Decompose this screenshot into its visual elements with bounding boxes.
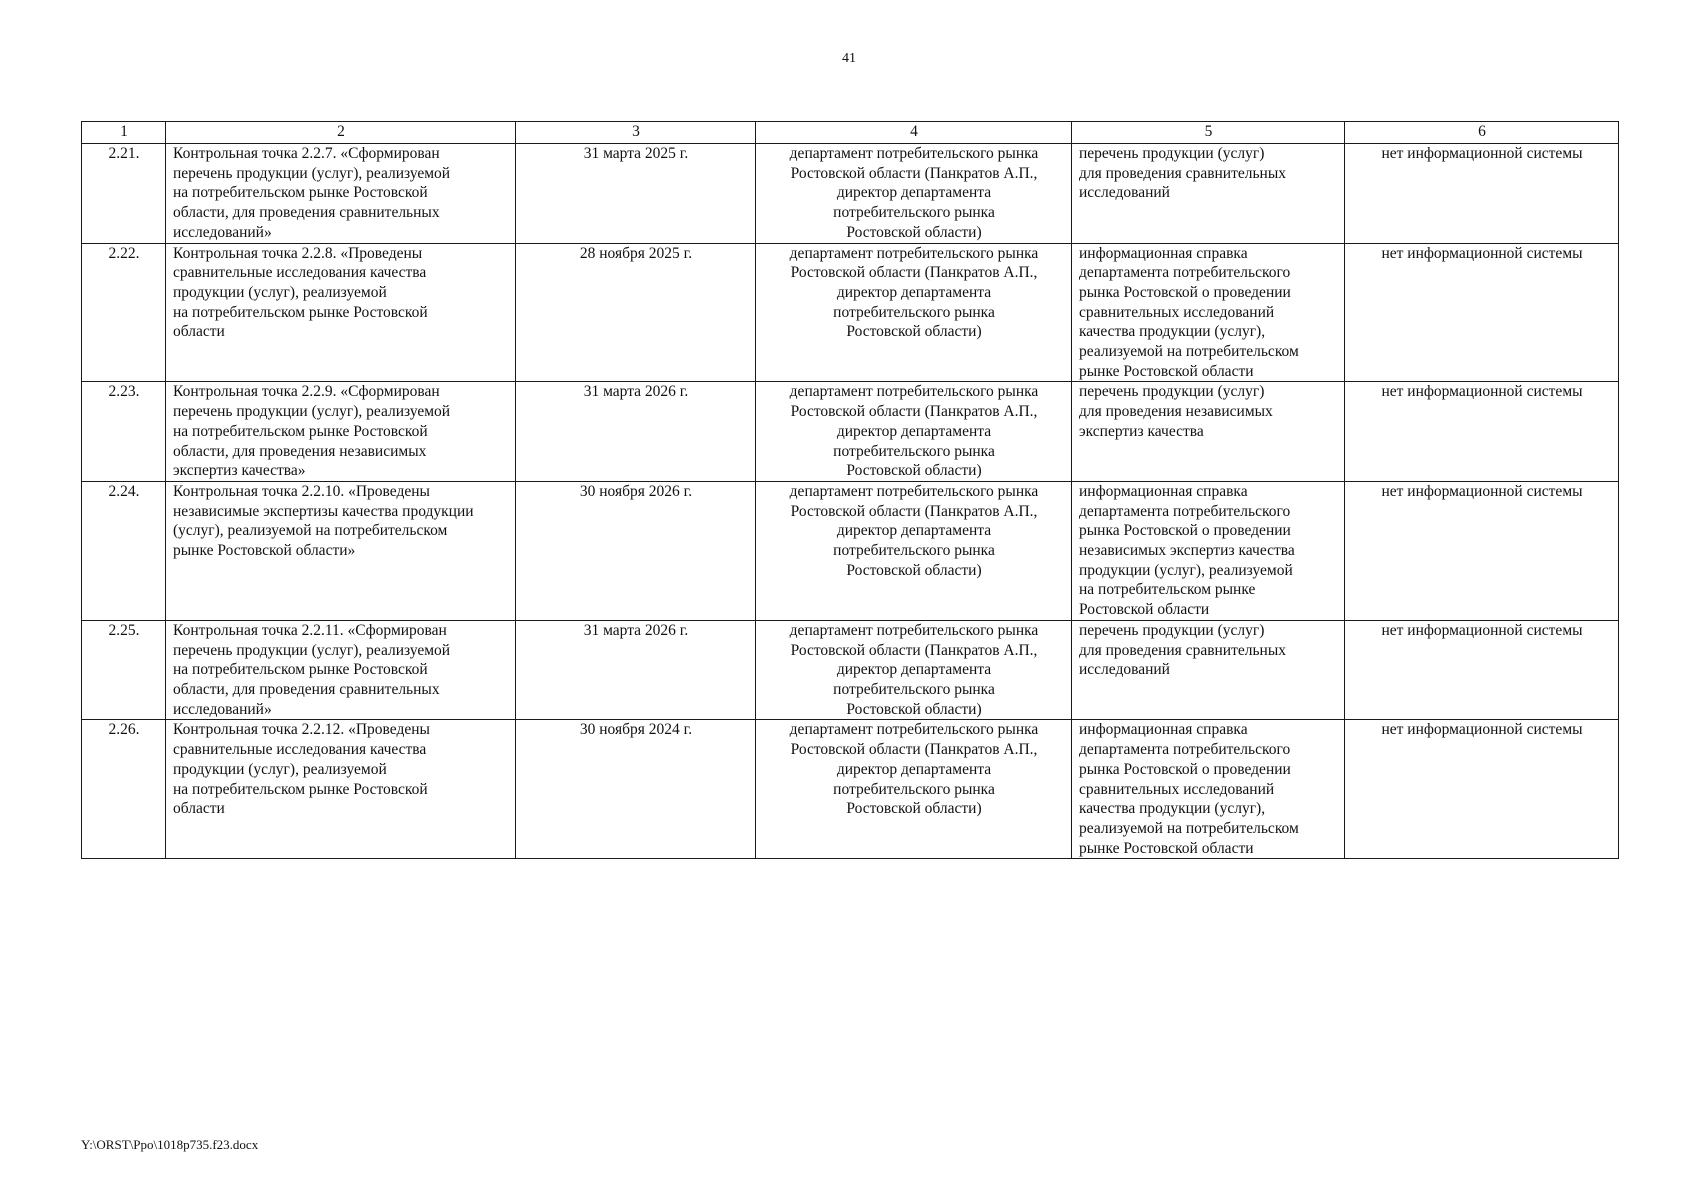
row-number: 2.23. xyxy=(82,382,166,482)
information-system: нет информационной системы xyxy=(1345,144,1619,244)
confirming-document: перечень продукции (услуг) для проведения сравнительных исследований xyxy=(1072,620,1345,720)
deadline-date: 31 марта 2026 г. xyxy=(516,620,756,720)
column-number-header: 1 xyxy=(82,122,166,144)
table-row xyxy=(82,720,1619,859)
page-number: 41 xyxy=(842,51,856,66)
column-number-header: 6 xyxy=(1345,122,1619,144)
column-number-header: 2 xyxy=(166,122,516,144)
table-row xyxy=(82,481,1619,620)
confirming-document: перечень продукции (услуг) для проведения независимых экспертиз качества xyxy=(1072,382,1345,482)
responsible-executor: департамент потребительского рынка Ростовской области (Панкратов А.П., директор департамента потребительского рынка Ростовской области) xyxy=(756,144,1072,244)
information-system: нет информационной системы xyxy=(1345,720,1619,859)
control-point-description: Контрольная точка 2.2.8. «Проведены сравнительные исследования качества продукции (услуг), реализуемой на потребительском рынке Ростовской области xyxy=(166,243,516,382)
deadline-date: 31 марта 2025 г. xyxy=(516,144,756,244)
row-number: 2.24. xyxy=(82,481,166,620)
column-number-header: 5 xyxy=(1072,122,1345,144)
table-row xyxy=(82,620,1619,720)
confirming-document: информационная справка департамента потребительского рынка Ростовской о проведении сравнительных исследований качества продукции (услуг), реализуемой на потребительском рынке Ростовской области xyxy=(1072,720,1345,859)
table-header-row xyxy=(82,122,1619,144)
responsible-executor: департамент потребительского рынка Ростовской области (Панкратов А.П., директор департамента потребительского рынка Ростовской области) xyxy=(756,720,1072,859)
information-system: нет информационной системы xyxy=(1345,620,1619,720)
row-number: 2.25. xyxy=(82,620,166,720)
control-points-table xyxy=(81,121,1619,859)
row-number: 2.26. xyxy=(82,720,166,859)
deadline-date: 30 ноября 2026 г. xyxy=(516,481,756,620)
control-point-description: Контрольная точка 2.2.10. «Проведены независимые экспертизы качества продукции (услуг), реализуемой на потребительском рынке Ростовской области» xyxy=(166,481,516,620)
responsible-executor: департамент потребительского рынка Ростовской области (Панкратов А.П., директор департамента потребительского рынка Ростовской области) xyxy=(756,481,1072,620)
row-number: 2.22. xyxy=(82,243,166,382)
column-number-header: 4 xyxy=(756,122,1072,144)
deadline-date: 31 марта 2026 г. xyxy=(516,382,756,482)
document-file-path: Y:\ORST\Ppo\1018p735.f23.docx xyxy=(81,1137,259,1152)
table-row xyxy=(82,382,1619,482)
information-system: нет информационной системы xyxy=(1345,481,1619,620)
row-number: 2.21. xyxy=(82,144,166,244)
deadline-date: 30 ноября 2024 г. xyxy=(516,720,756,859)
control-point-description: Контрольная точка 2.2.9. «Сформирован перечень продукции (услуг), реализуемой на потребительском рынке Ростовской области, для проведения независимых экспертиз качества» xyxy=(166,382,516,482)
table-row xyxy=(82,243,1619,382)
confirming-document: перечень продукции (услуг) для проведения сравнительных исследований xyxy=(1072,144,1345,244)
responsible-executor: департамент потребительского рынка Ростовской области (Панкратов А.П., директор департамента потребительского рынка Ростовской области) xyxy=(756,620,1072,720)
deadline-date: 28 ноября 2025 г. xyxy=(516,243,756,382)
table-row xyxy=(82,144,1619,244)
information-system: нет информационной системы xyxy=(1345,382,1619,482)
control-point-description: Контрольная точка 2.2.12. «Проведены сравнительные исследования качества продукции (услуг), реализуемой на потребительском рынке Ростовской области xyxy=(166,720,516,859)
control-point-description: Контрольная точка 2.2.7. «Сформирован перечень продукции (услуг), реализуемой на потребительском рынке Ростовской области, для проведения сравнительных исследований» xyxy=(166,144,516,244)
control-point-description: Контрольная точка 2.2.11. «Сформирован перечень продукции (услуг), реализуемой на потребительском рынке Ростовской области, для проведения сравнительных исследований» xyxy=(166,620,516,720)
responsible-executor: департамент потребительского рынка Ростовской области (Панкратов А.П., директор департамента потребительского рынка Ростовской области) xyxy=(756,243,1072,382)
information-system: нет информационной системы xyxy=(1345,243,1619,382)
confirming-document: информационная справка департамента потребительского рынка Ростовской о проведении независимых экспертиз качества продукции (услуг), реализуемой на потребительском рынке Ростовской области xyxy=(1072,481,1345,620)
column-number-header: 3 xyxy=(516,122,756,144)
confirming-document: информационная справка департамента потребительского рынка Ростовской о проведении сравнительных исследований качества продукции (услуг), реализуемой на потребительском рынке Ростовской области xyxy=(1072,243,1345,382)
responsible-executor: департамент потребительского рынка Ростовской области (Панкратов А.П., директор департамента потребительского рынка Ростовской области) xyxy=(756,382,1072,482)
